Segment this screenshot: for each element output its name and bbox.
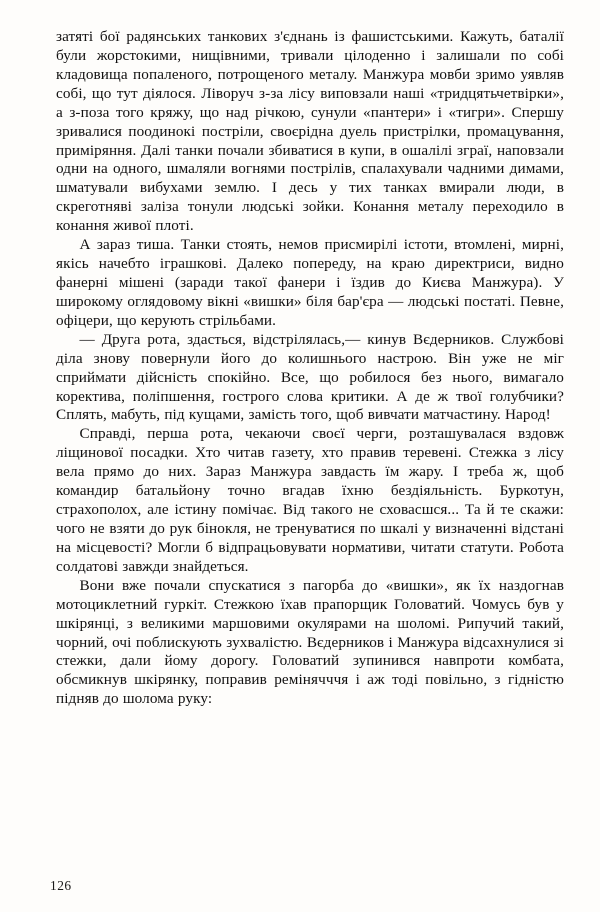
paragraph: А зараз тиша. Танки стоять, немов присмирілі істоти, втомлені, мирні, якісь начебто іграшкові. Далеко попереду, на краю директриси, видно фанерні мішені (заради такої фанери і їздив до Києва Манжура). У широкому оглядовому вікні «вишки» біля бар'єра — людські постаті. Певне, офіцери, що керують стрільбами. <box>56 236 564 329</box>
page-body <box>56 28 564 709</box>
paragraph: затяті бої радянських танкових з'єднань із фашистськими. Кажуть, баталії були жорстокими, нищівними, тривали цілоденно і залишали по собі кладовища попаленого, потрощеного металу. Манжура мовби зримо уявляв собі, що тут діялося. Ліворуч з-за лісу виповзали наші «тридцятьчетвірки», а з-поза того кряжу, що над річкою, сунули «пантери» і «тигри». Спершу зривалися поодинокі постріли, своєрідна дуель пристрілки, промацування, приміряння. Далі танки почали збиватися в купи, в ошалілі зграї, наповзали одни на одного, шмаляли вогнями пострілів, спалахували чадними димами, шматували вибухами землю. І десь у тих танках вмирали люди, в скреготняві заліза тонули людські зойки. Конання металу переходило в конання живої плоті. <box>56 28 564 235</box>
paragraph: Справді, перша рота, чекаючи своєї черги, розташувалася вздовж ліщинової посадки. Хто читав газету, хто правив теревені. Стежка з лісу вела прямо до них. Зараз Манжура завдасть їм жару. І треба ж, щоб командир батальйону точно вгадав їхню бездіяльність. Буркотун, страхополох, але істину помічає. Від такого не сховасшся... Та й те скажи: чого не взяти до рук бінокля, не тренуватися по шкалі у визначенні відстані на місцевості? Могли б відпрацьовувати нормативи, читати статути. Робота солдатові завжди знайдеться. <box>56 425 564 575</box>
paragraph: — Друга рота, здасться, відстрілялась,— кинув Вєдерников. Службові діла знову повернули його до колишнього настрою. Він уже не міг сприймати дійсність спокійно. Все, що робилося без нього, вимагало коректива, поліпшення, гострого слова критики. А де ж твої голубчики? Сплять, мабуть, під кущами, замість того, щоб вивчати матчастину. Народ! <box>56 330 564 424</box>
paragraph: Вони вже почали спускатися з пагорба до «вишки», як їх наздогнав мотоциклетний гуркіт. Стежкою їхав прапорщик Головатий. Чомусь був у шкірянці, з великими маршовими окулярами на шоломі. Рипучий такий, чорний, очі поблискують зухвалістю. Вєдерников і Манжура відсахнулися зі стежки, дали йому дорогу. Головатий зупинився навпроти комбата, обсмикнув шкірянку, поправив ремінячччя і аж тоді повільно, з гідністю підняв до шолома руку: <box>56 576 564 708</box>
page-number: 126 <box>50 878 72 893</box>
